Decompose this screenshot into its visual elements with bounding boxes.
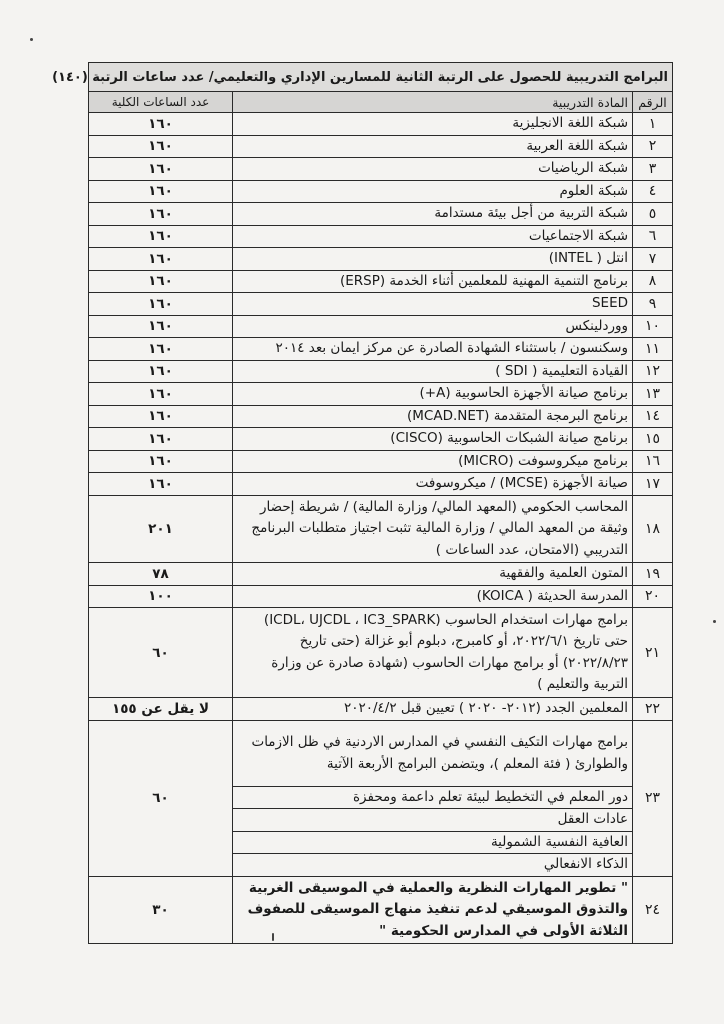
table-row: ٥ شبكة التربية من أجل بيئة مستدامة ١٦٠ [89, 203, 673, 226]
table-row: ٨ برنامج التنمية المهنية للمعلمين أثناء الخدمة (ERSP) ١٦٠ [89, 270, 673, 293]
table-row: ١٥ برنامج صيانة الشبكات الحاسوبية (CISCO) ١٦٠ [89, 428, 673, 451]
row23-sub: الذكاء الانفعالي [89, 854, 673, 877]
table-row: ٧ انتل ( INTEL) ١٦٠ [89, 248, 673, 271]
table-row: ١٨ المحاسب الحكومي (المعهد المالي/ وزارة المالية) / شريطة إحضار وثيقة من المعهد المالي / وزارة المالية تثبت اجتياز متطلبات البرنامج التدريبي (الامتحان، عدد الساعات ) ٢٠١ [89, 495, 673, 563]
row23-sub: عادات العقل [89, 809, 673, 832]
table-row: ٢٠ المدرسة الحديثة ( KOICA) ١٠٠ [89, 585, 673, 608]
table-row: ١ شبكة اللغة الانجليزية ١٦٠ [89, 113, 673, 136]
row23-num: ٢٣ [633, 720, 673, 876]
table-title: البرامج التدريبية للحصول على الرتبة الثانية للمسارين الإداري والتعليمي/ عدد ساعات الرتبة (١٤٠) [89, 63, 673, 92]
table-row: ١١ وسكنسون / باستثناء الشهادة الصادرة عن مركز ايمان بعد ٢٠١٤ ١٦٠ [89, 338, 673, 361]
table-row: ١٤ برنامج البرمجة المتقدمة (MCAD.NET) ١٦٠ [89, 405, 673, 428]
table-row-23 [89, 720, 673, 786]
header-hours: عدد الساعات الكلية [89, 92, 233, 113]
table-row-24: ٢٤ " تطوير المهارات النظرية والعملية في الموسيقى الغربية والتذوق الموسيقي لدعم تنفيذ منهاج الموسيقى للصفوف الثلاثة الأولى في المدارس الحكومية " ٣٠ [89, 876, 673, 944]
table-row: ٢١ برامج مهارات استخدام الحاسوب (ICDL، UJCDL ، IC3_SPARK) حتى تاريخ ٢٠٢٢/٦/١، أو كامبرج، دبلوم أبو غزالة (حتى تاريخ ٢٠٢٢/٨/٢٣) أو برامج مهارات الحاسوب (شهادة صادرة عن وزارة التربية والتعليم ) ٦٠ [89, 608, 673, 698]
document-page [52, 62, 672, 944]
row23-hours: ٦٠ [89, 720, 233, 876]
table-row: ٦ شبكة الاجتماعيات ١٦٠ [89, 225, 673, 248]
header-num: الرقم [633, 92, 673, 113]
row23-main: برامج مهارات التكيف النفسي في المدارس الاردنية في ظل الازمات والطوارئ ( فئة المعلم )، ويتضمن البرامج الأربعة الآتية [233, 720, 633, 786]
table-row: ٣ شبكة الرياضيات ١٦٠ [89, 158, 673, 181]
table-row: ٤ شبكة العلوم ١٦٠ [89, 180, 673, 203]
table-row: ١٣ برنامج صيانة الأجهزة الحاسوبية (A+) ١٦٠ [89, 383, 673, 406]
programs-table [52, 62, 673, 944]
scan-speck [30, 38, 33, 41]
table-row: ٢٢ المعلمين الجدد (٢٠١٢- ٢٠٢٠ ) تعيين قبل ٢٠٢٠/٤/٢ لا يقل عن ١٥٥ [89, 698, 673, 721]
table-row: ٢ شبكة اللغة العربية ١٦٠ [89, 135, 673, 158]
row23-sub: العافية النفسية الشمولية [89, 831, 673, 854]
table-row: ١٧ صيانة الأجهزة (MCSE) / ميكروسوفت ١٦٠ [89, 473, 673, 496]
table-row: ١٩ المتون العلمية والفقهية ٧٨ [89, 563, 673, 586]
table-row: ٩ SEED ١٦٠ [89, 293, 673, 316]
scan-speck [272, 933, 274, 941]
scan-speck [713, 620, 716, 623]
table-row: ١٠ ووردلينكس ١٦٠ [89, 315, 673, 338]
table-row: ١٦ برنامج ميكروسوفت (MICRO) ١٦٠ [89, 450, 673, 473]
header-subject: المادة التدريبية [233, 92, 633, 113]
row23-sub: دور المعلم في التخطيط لبيئة تعلم داعمة ومحفزة [89, 786, 673, 809]
table-row: ١٢ القيادة التعليمية ( SDI ) ١٦٠ [89, 360, 673, 383]
